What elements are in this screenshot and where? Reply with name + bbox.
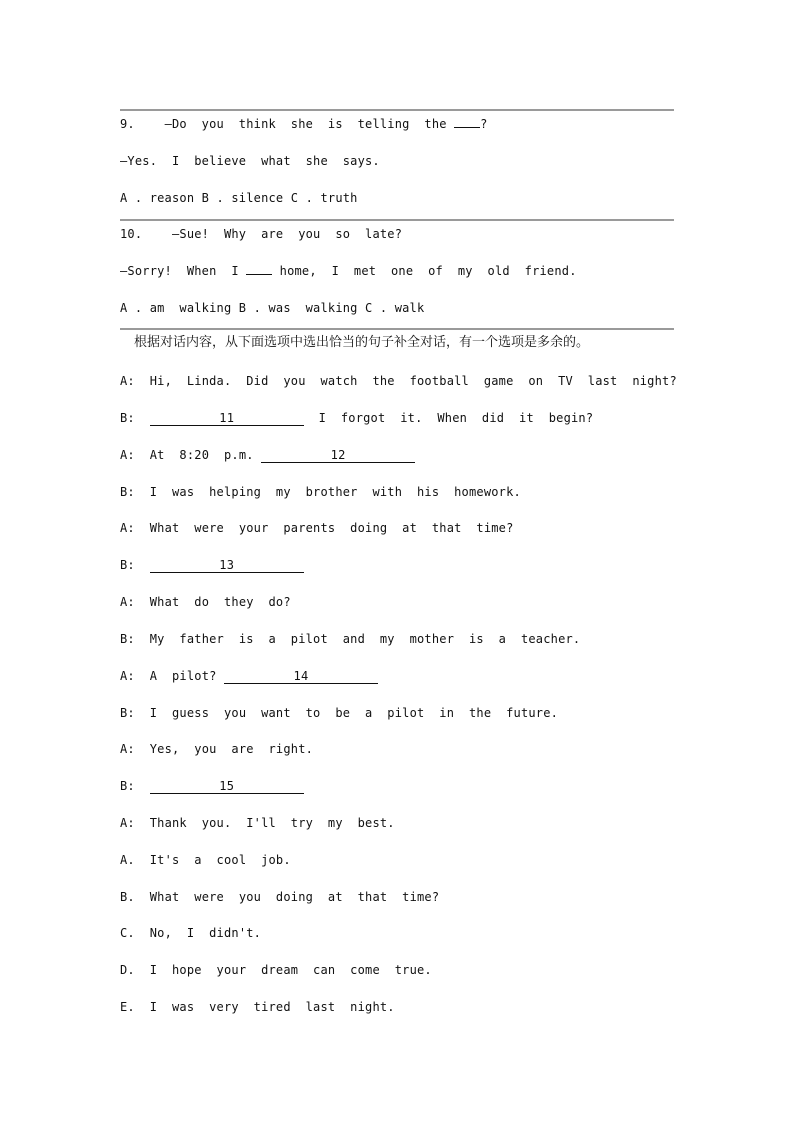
- dialogue-line: [120, 557, 680, 573]
- dialogue-line: [120, 778, 680, 794]
- choice-text: What were you doing at that time?: [149, 890, 440, 904]
- dialogue-line: [120, 410, 680, 426]
- dialogue-text: What do they do?: [149, 595, 291, 609]
- q10-reply: [120, 263, 680, 279]
- speaker-label: A:: [120, 742, 135, 756]
- choice-text: I hope your dream can come true.: [149, 963, 432, 977]
- q10-number: 10.: [120, 227, 143, 241]
- answer-blank-14: 14: [224, 670, 378, 684]
- dialogue-line: [120, 484, 680, 500]
- speaker-label: A:: [120, 374, 135, 388]
- speaker-label: B:: [120, 411, 135, 425]
- divider-section: [120, 328, 674, 330]
- dialogue-text: I guess you want to be a pilot in the future.: [149, 706, 559, 720]
- speaker-label: B:: [120, 485, 135, 499]
- choice-text: I was very tired last night.: [149, 1000, 395, 1014]
- dialogue-line: [120, 373, 680, 389]
- choice-letter: D.: [120, 963, 135, 977]
- dialogue-line: [120, 594, 680, 610]
- choice-item: [120, 999, 680, 1015]
- q10-options: A . am walking B . was walking C . walk: [120, 301, 425, 315]
- section-instruction: 根据对话内容，从下面选项中选出恰当的句子补全对话，有一个选项是多余的。: [134, 335, 590, 350]
- q9-reply: —Yes. I believe what she says.: [120, 154, 380, 168]
- q10-reply-start: —Sorry! When I: [120, 264, 247, 278]
- speaker-label: B:: [120, 558, 135, 572]
- divider-q9: [120, 109, 674, 111]
- choice-item: [120, 852, 680, 868]
- q9-number: 9.: [120, 117, 135, 131]
- speaker-label: A:: [120, 448, 135, 462]
- dialogue-text: At 8:20 p.m.: [149, 448, 262, 462]
- dialogue-text: What were your parents doing at that time?: [149, 521, 514, 535]
- q9-options: A . reason B . silence C . truth: [120, 191, 358, 205]
- choice-text: It's a cool job.: [149, 853, 291, 867]
- dialogue-text: Yes, you are right.: [149, 742, 314, 756]
- dialogue-line: [120, 447, 680, 463]
- choice-item: [120, 889, 680, 905]
- divider-q10: [120, 219, 674, 221]
- dialogue-line: [120, 705, 680, 721]
- choice-letter: A.: [120, 853, 135, 867]
- dialogue-text: Thank you. I'll try my best.: [149, 816, 395, 830]
- choice-letter: E.: [120, 1000, 135, 1014]
- speaker-label: A:: [120, 595, 135, 609]
- choice-item: [120, 925, 680, 941]
- choice-letter: B.: [120, 890, 135, 904]
- q10-prompt: [120, 226, 680, 242]
- dialogue-line: [120, 631, 680, 647]
- speaker-label: A:: [120, 816, 135, 830]
- dialogue-line: [120, 520, 680, 536]
- dialogue-text: I forgot it. When did it begin?: [303, 411, 594, 425]
- dialogue-text: Hi, Linda. Did you watch the football game on TV last night?: [149, 374, 677, 388]
- speaker-label: B:: [120, 632, 135, 646]
- speaker-label: B:: [120, 706, 135, 720]
- dialogue-line: [120, 668, 680, 684]
- q10-reply-end: home, I met one of my old friend.: [272, 264, 577, 278]
- speaker-label: A:: [120, 669, 135, 683]
- answer-blank-11: 11: [150, 412, 304, 426]
- answer-blank-12: 12: [261, 449, 415, 463]
- q9-prompt-end: ?: [480, 117, 488, 131]
- dialogue-line: [120, 741, 680, 757]
- q9-answer-blank: [454, 127, 480, 128]
- choice-text: No, I didn't.: [149, 926, 262, 940]
- answer-blank-13: 13: [150, 559, 304, 573]
- q10-answer-blank: [246, 274, 272, 275]
- answer-blank-15: 15: [150, 780, 304, 794]
- choice-item: [120, 962, 680, 978]
- dialogue-text: I was helping my brother with his homework.: [149, 485, 521, 499]
- choice-letter: C.: [120, 926, 135, 940]
- dialogue-line: [120, 815, 680, 831]
- dialogue-text: A pilot?: [149, 669, 224, 683]
- q9-prompt: [120, 116, 680, 132]
- dialogue-text: My father is a pilot and my mother is a teacher.: [149, 632, 581, 646]
- speaker-label: A:: [120, 521, 135, 535]
- q9-prompt-text: —Do you think she is telling the: [164, 117, 455, 131]
- speaker-label: B:: [120, 779, 135, 793]
- q10-prompt-text: —Sue! Why are you so late?: [171, 227, 403, 241]
